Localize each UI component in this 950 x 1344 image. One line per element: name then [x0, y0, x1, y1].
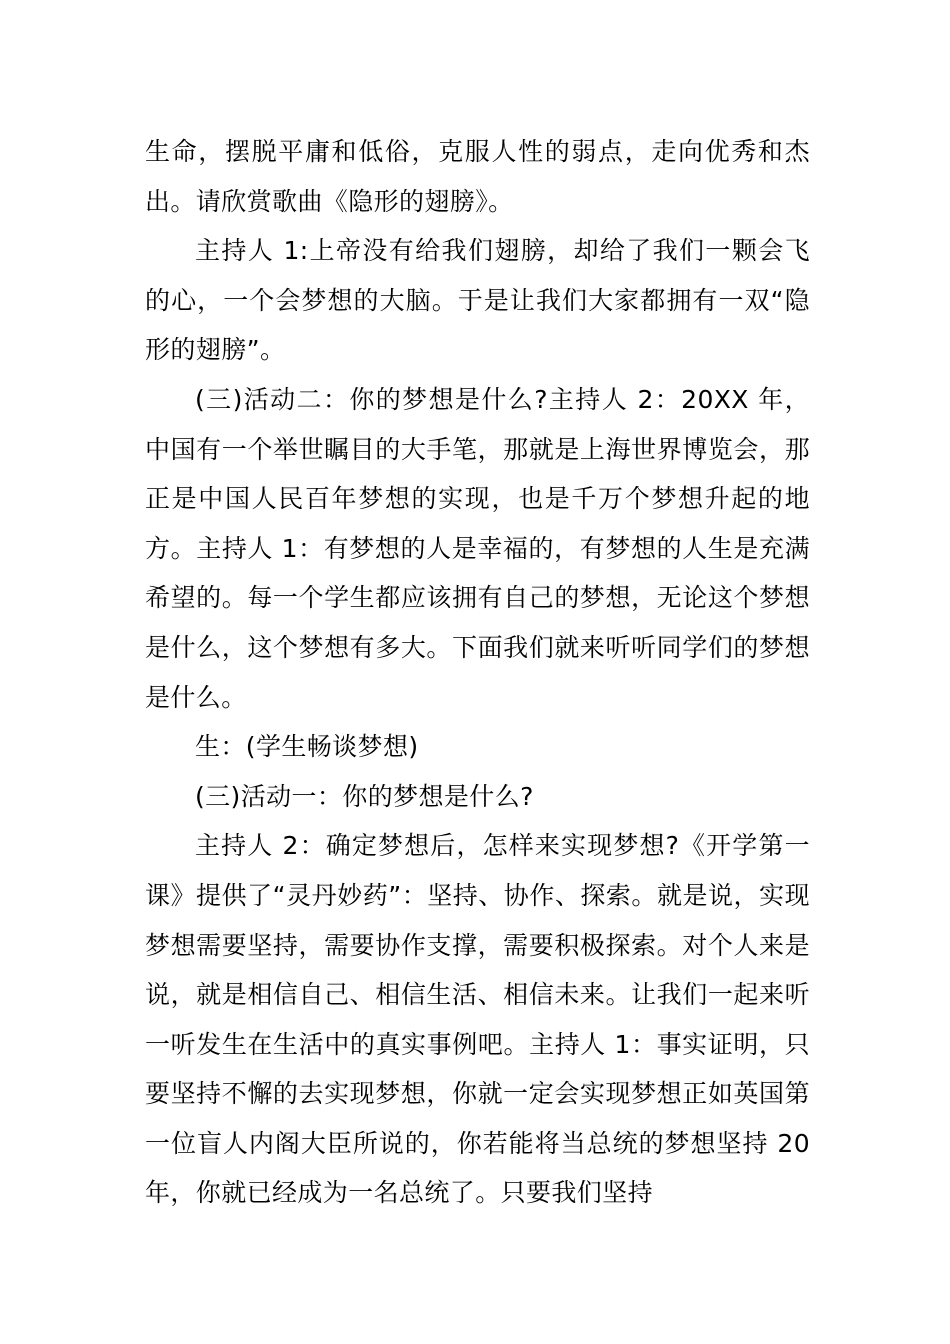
paragraph-6: 主持人 2：确定梦想后，怎样来实现梦想?《开学第一课》提供了“灵丹妙药”：坚持、协作、探索。就是说，实现梦想需要坚持，需要协作支撑，需要积极探索。对个人来是说，就是相信自己、相信生活、相信未来。让我们一起来听一听发生在生活中的真实事例吧。主持人 1：事实证明，只要坚持不懈的去实现梦想，你就一定会实现梦想正如英国第一位盲人内阁大臣所说的，你若能将当总统的梦想坚持 20 年，你就已经成为一名总统了。只要我们坚持 — [145, 831, 810, 1208]
document-body — [145, 127, 810, 1218]
paragraph-5: (三)活动一：你的梦想是什么? — [195, 781, 534, 811]
paragraph-1: 生命，摆脱平庸和低俗，克服人性的弱点，走向优秀和杰出。请欣赏歌曲《隐形的翅膀》。 — [145, 137, 810, 216]
paragraph-2: 主持人 1:上帝没有给我们翅膀，却给了我们一颗会飞的心，一个会梦想的大脑。于是让我们大家都拥有一双“隐形的翅膀”。 — [145, 236, 810, 365]
paragraph-4: 生：(学生畅谈梦想) — [195, 732, 419, 762]
paragraph-3: (三)活动二：你的梦想是什么?主持人 2：20XX 年，中国有一个举世瞩目的大手笔，那就是上海世界博览会，那正是中国人民百年梦想的实现，也是千万个梦想升起的地方。主持人 1：有梦想的人是幸福的，有梦想的人生是充满希望的。每一个学生都应该拥有自己的梦想，无论这个梦想是什么，这个梦想有多大。下面我们就来听听同学们的梦想是什么。 — [145, 384, 810, 712]
